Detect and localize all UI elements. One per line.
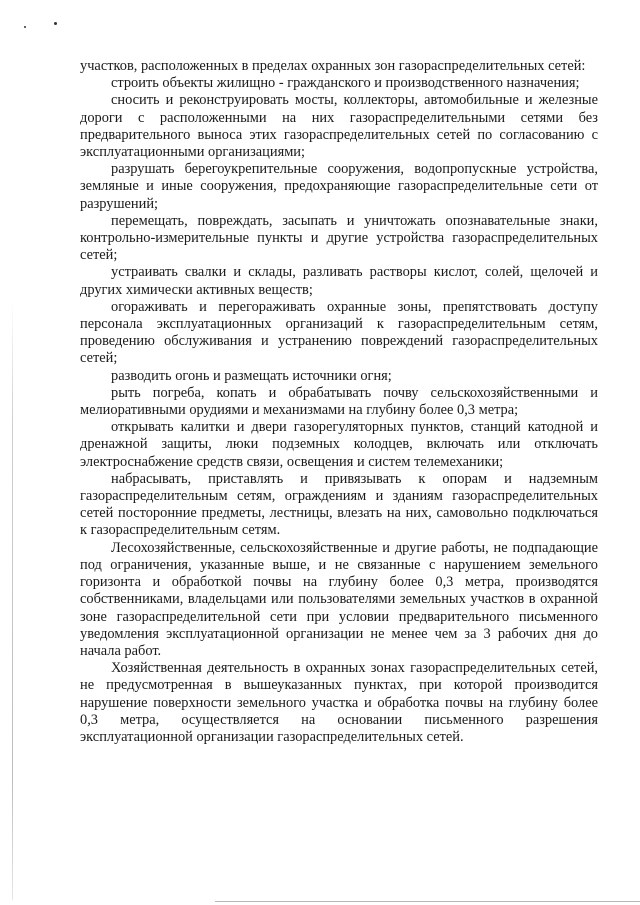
paragraph: участков, расположенных в пределах охранных зон газораспределительных сетей:: [80, 58, 586, 74]
paragraph: устраивать свалки и склады, разливать растворы кислот, солей, щелочей и других химически активных веществ;: [80, 264, 598, 298]
paragraph: строить объекты жилищно - гражданского и производственного назначения;: [111, 75, 580, 92]
paragraph: разрушать берегоукрепительные сооружения, водопропускные устройства, земляные и иные сооружения, предохраняющие газораспределительные сети от разрушений;: [80, 161, 598, 212]
paragraph: огораживать и перегораживать охранные зоны, препятствовать доступу персонала эксплуатационных организаций к газораспределительным сетям, проведению обслуживания и устранению повреждений газораспределительных сетей;: [80, 298, 598, 367]
scan-shadow-left: [12, 300, 13, 900]
paragraph: сносить и реконструировать мосты, коллекторы, автомобильные и железные дороги с расположенными на них газораспределительными сетями без предварительного выноса этих газораспределительных сетей по согласованию с эксплуатационными организациями;: [80, 92, 598, 161]
scan-speck: [54, 22, 57, 25]
paragraph: набрасывать, приставлять и привязывать к опорам и надземным газораспределительным сетям, ограждениям и зданиям газораспределительных сетей посторонние предметы, лестницы, влезать на них, самовольно подключаться к газораспределительным сетям.: [80, 470, 598, 539]
paragraph: рыть погреба, копать и обрабатывать почву сельскохозяйственными и мелиоративными орудиями и механизмами на глубину более 0,3 метра;: [80, 384, 598, 419]
paragraph: перемещать, повреждать, засыпать и уничтожать опознавательные знаки, контрольно-измерительные пункты и другие устройства газораспределительных сетей;: [80, 212, 598, 264]
paragraph: открывать калитки и двери газорегуляторных пунктов, станций катодной и дренажной защиты, люки подземных колодцев, включать или отключать электроснабжение средств связи, освещения и систем телемеханики;: [80, 419, 598, 470]
scan-shadow-bottom: [215, 901, 640, 902]
paragraph: Хозяйственная деятельность в охранных зонах газораспределительных сетей, не предусмотренная в вышеуказанных пунктах, при которой производится нарушение поверхности земельного участка и обработка почвы на глубину более 0,3 метра, осуществляется на основании письменного разрешения эксплуатационной организации газораспределительных сетей.: [80, 660, 598, 745]
scan-speck: [24, 26, 26, 28]
paragraph: разводить огонь и размещать источники огня;: [111, 367, 392, 384]
document-body: [80, 58, 598, 746]
paragraph: Лесохозяйственные, сельскохозяйственные и другие работы, не подпадающие под ограничения, указанные выше, и не связанные с нарушением земельного горизонта и обработкой почвы на глубину более 0,3 метра, производятся собственниками, владельцами или пользователями земельных участков в охранной зоне газораспределительной сети при условии предварительного письменного уведомления эксплуатационной организации не менее чем за 3 рабочих дня до начала работ.: [80, 539, 598, 659]
